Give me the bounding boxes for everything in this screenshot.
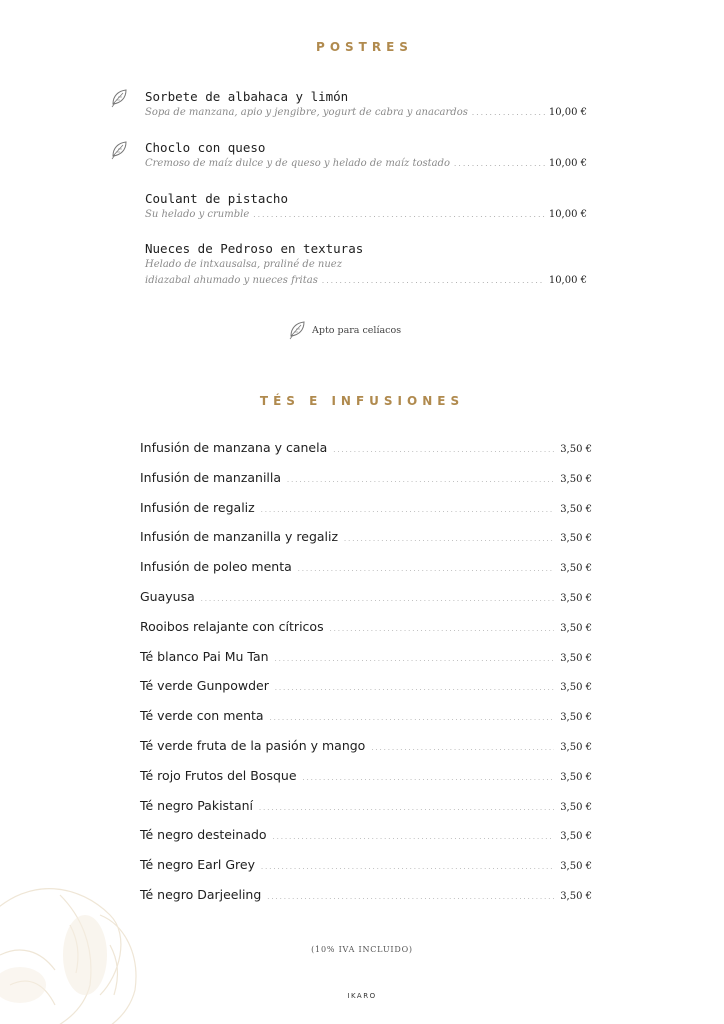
list-item: [140, 675, 592, 705]
dot-leader: [298, 556, 554, 575]
list-item: [140, 586, 592, 616]
dot-leader: [454, 156, 545, 172]
list-item: [140, 616, 592, 646]
item-price: 3,50 €: [560, 712, 592, 724]
item-name: Té negro Pakistaní: [140, 797, 254, 813]
item-name: Té verde Gunpowder: [140, 678, 269, 694]
item-name: Rooibos relajante con cítricos: [140, 618, 324, 634]
list-item: [140, 795, 592, 825]
menu-item-name: Sorbete de albahaca y limón: [145, 89, 349, 104]
teas-title: TÉS E INFUSIONES: [259, 394, 465, 408]
menu-item-description: Su helado y crumble: [145, 209, 250, 220]
dot-leader: [261, 497, 554, 516]
list-item: [140, 884, 592, 914]
item-name: Té negro Earl Grey: [140, 857, 255, 873]
item-price: 3,50 €: [560, 652, 592, 664]
menu-item: [145, 88, 587, 121]
dot-leader: [270, 705, 555, 724]
menu-item-name: Choclo con queso: [145, 140, 266, 155]
item-name: Té blanco Pai Mu Tan: [140, 648, 269, 664]
dot-leader: [259, 795, 554, 814]
item-price: 3,50 €: [560, 741, 592, 753]
menu-item-price: 10,00 €: [548, 209, 587, 220]
item-price: 3,50 €: [560, 861, 592, 873]
item-price: 3,50 €: [560, 890, 592, 902]
item-price: 3,50 €: [560, 444, 592, 455]
tea-list: [140, 437, 592, 914]
dot-leader: [287, 467, 554, 486]
dot-leader: [472, 105, 545, 121]
list-item: [140, 824, 592, 854]
item-name: Té verde fruta de la pasión y mango: [140, 737, 366, 753]
item-price: 3,50 €: [560, 771, 592, 783]
item-name: Té negro desteinado: [140, 827, 267, 843]
list-item: [140, 646, 592, 676]
list-item: [140, 735, 592, 765]
brand-name: IKARO: [347, 992, 377, 1000]
menu-item-description: Helado de intxausalsa, praliné de nuez: [145, 259, 342, 270]
item-name: Infusión de regaliz: [140, 499, 255, 515]
gluten-free-legend: [288, 320, 401, 340]
leaf-icon: [110, 140, 128, 160]
dot-leader: [275, 646, 555, 665]
list-item: [140, 526, 592, 556]
dot-leader: [253, 207, 545, 223]
item-price: 3,50 €: [560, 592, 592, 604]
dot-leader: [275, 675, 554, 694]
leaf-icon: [288, 320, 306, 340]
list-item: [140, 467, 592, 497]
menu-item-name: Coulant de pistacho: [145, 191, 288, 206]
tax-note: (10% IVA INCLUIDO): [311, 945, 413, 954]
menu-item-description: idiazabal ahumado y nueces fritas: [145, 275, 318, 286]
legend-label: Apto para celíacos: [312, 324, 402, 336]
dot-leader: [201, 586, 554, 605]
leaf-icon: [110, 88, 128, 108]
menu-item-name: Nueces de Pedroso en texturas: [145, 241, 364, 256]
menu-item: [145, 240, 587, 289]
item-name: Té verde con menta: [140, 708, 264, 724]
dot-leader: [261, 854, 554, 873]
menu-item: [145, 139, 587, 172]
list-item: [140, 854, 592, 884]
menu-item-price: 10,00 €: [548, 158, 587, 169]
menu-item-description: Cremoso de maíz dulce y de queso y helado de maíz tostado: [145, 158, 451, 169]
item-name: Guayusa: [140, 588, 195, 604]
list-item: [140, 437, 592, 467]
dot-leader: [344, 526, 554, 545]
item-price: 3,50 €: [560, 503, 592, 515]
dot-leader: [273, 824, 555, 843]
dot-leader: [371, 735, 554, 754]
menu-item: [145, 190, 587, 223]
list-item: [140, 705, 592, 735]
item-price: 3,50 €: [560, 682, 592, 694]
list-item: [140, 497, 592, 527]
item-price: 3,50 €: [560, 622, 592, 634]
item-price: 3,50 €: [560, 473, 592, 485]
item-name: Infusión de manzanilla: [140, 469, 282, 485]
item-price: 3,50 €: [560, 801, 592, 813]
desserts-title: POSTRES: [316, 40, 413, 54]
list-item: [140, 556, 592, 586]
list-item: [140, 765, 592, 795]
dot-leader: [333, 437, 554, 456]
menu-item-price: 10,00 €: [548, 275, 587, 286]
item-name: Té rojo Frutos del Bosque: [140, 767, 297, 783]
item-price: 3,50 €: [560, 831, 592, 843]
menu-item-price: 10,00 €: [548, 107, 587, 118]
dot-leader: [330, 616, 555, 635]
dot-leader: [267, 884, 554, 903]
item-name: Infusión de poleo menta: [140, 559, 292, 575]
item-name: Té negro Darjeeling: [140, 886, 262, 902]
dot-leader: [322, 273, 545, 289]
dot-leader: [303, 765, 555, 784]
item-price: 3,50 €: [560, 563, 592, 575]
menu-item-description: Sopa de manzana, apio y jengibre, yogurt de cabra y anacardos: [145, 107, 468, 118]
item-name: Infusión de manzanilla y regaliz: [140, 529, 339, 545]
item-price: 3,50 €: [560, 533, 592, 545]
item-name: Infusión de manzana y canela: [140, 440, 328, 455]
